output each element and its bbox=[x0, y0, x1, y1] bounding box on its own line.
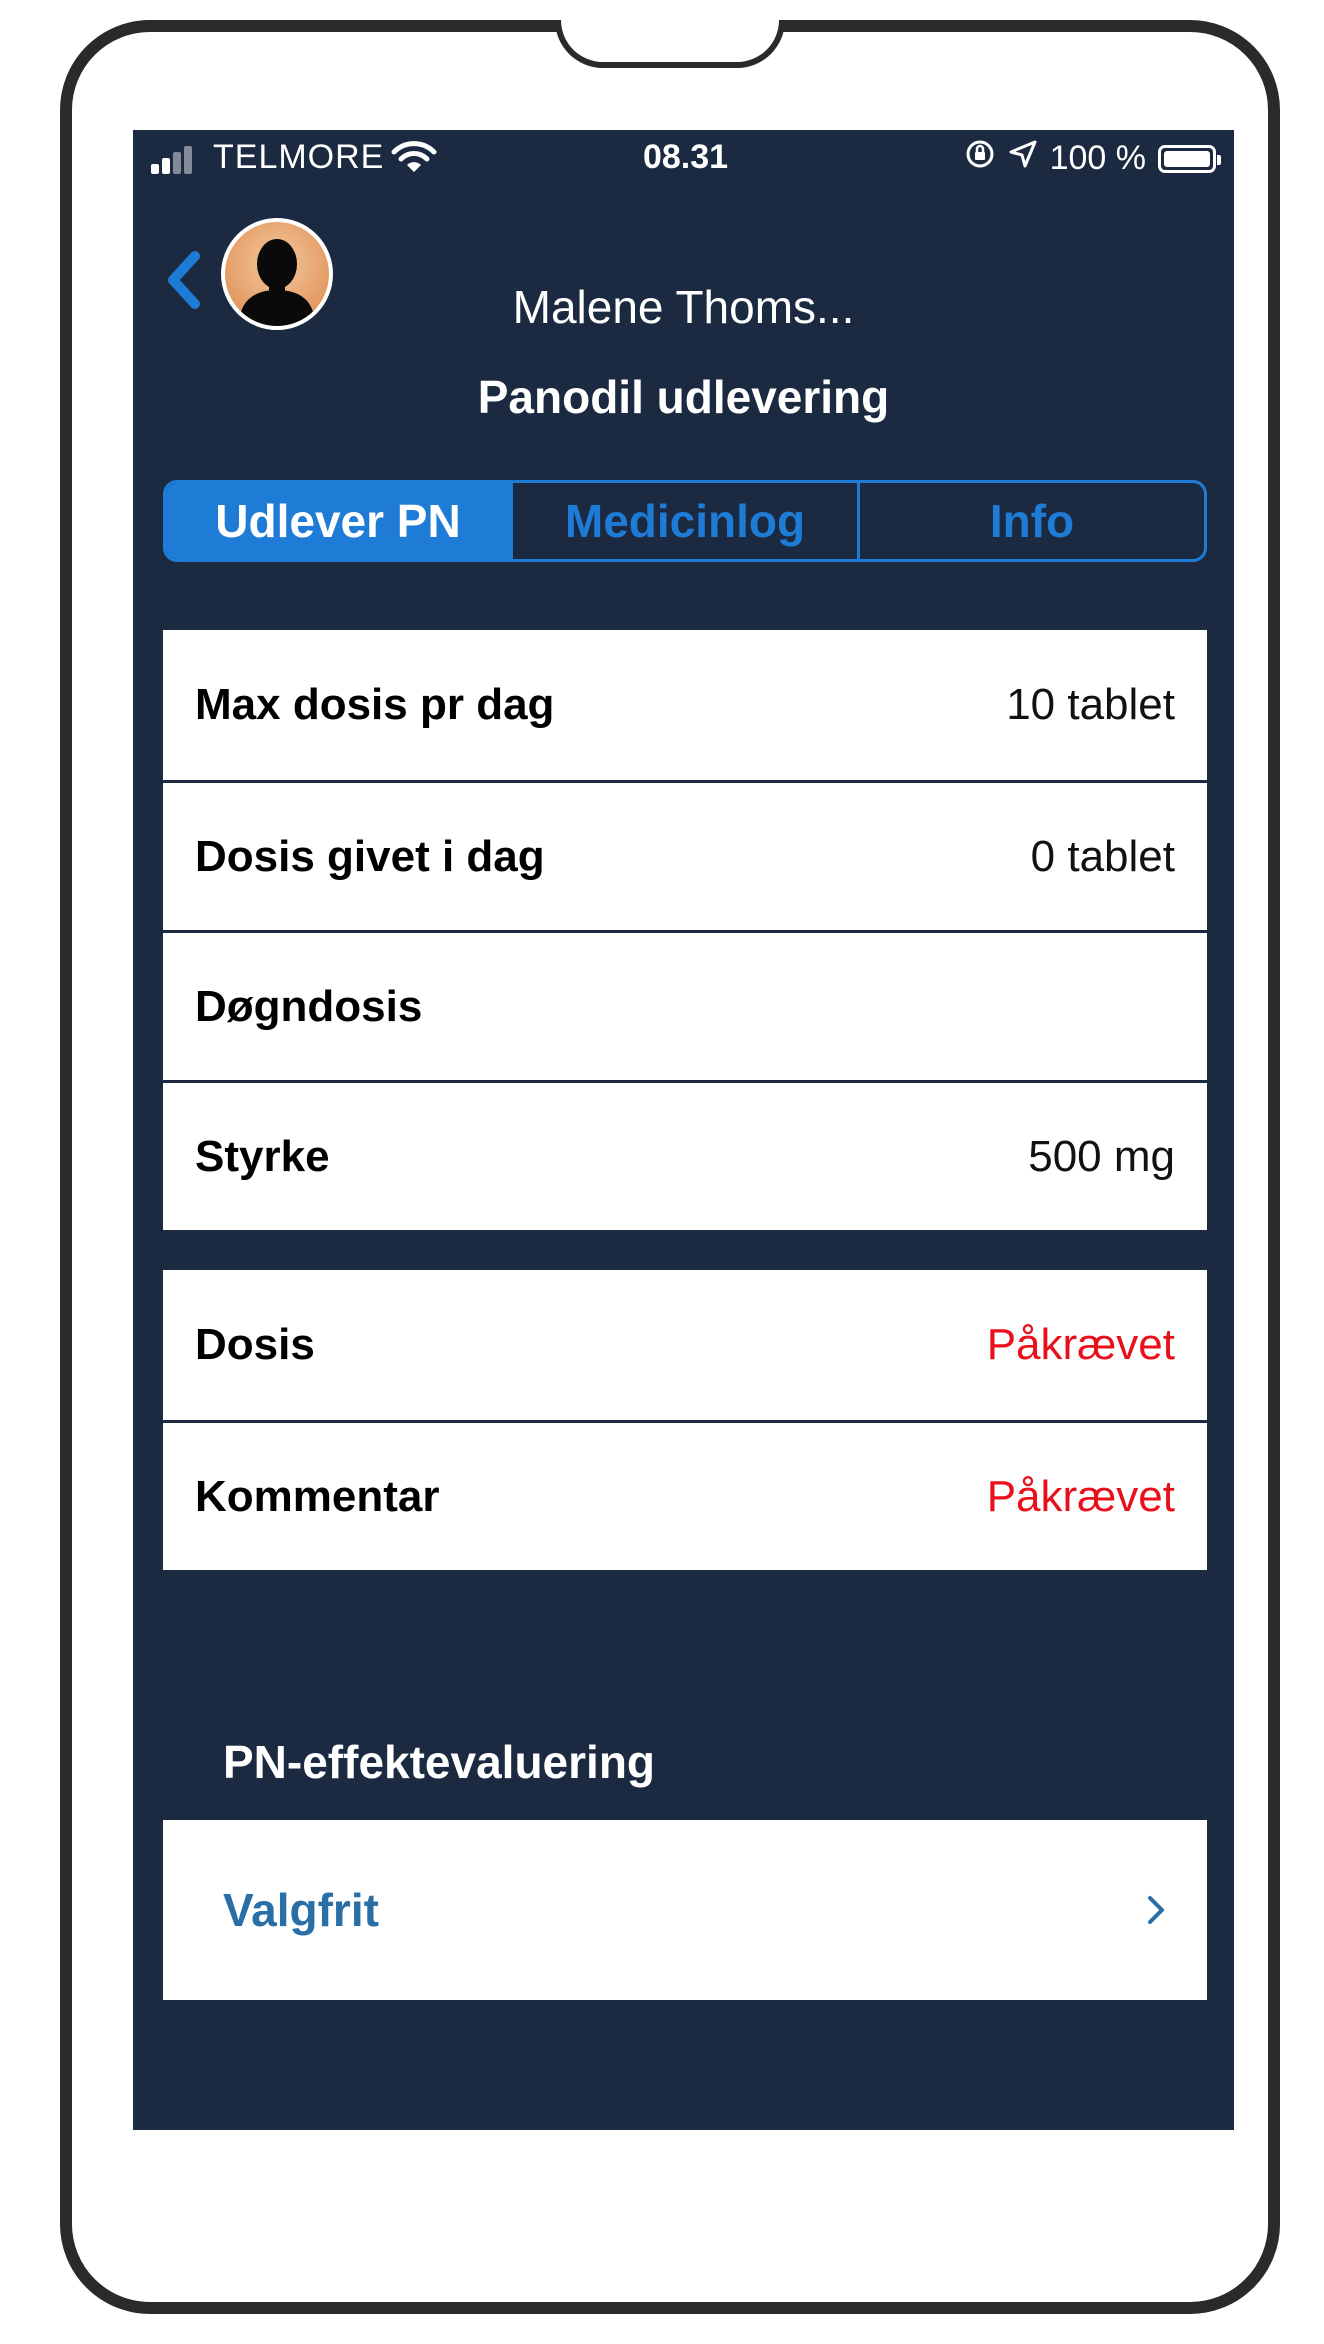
location-icon bbox=[1008, 139, 1038, 178]
required-indicator: Påkrævet bbox=[986, 1471, 1175, 1521]
cellular-signal-icon bbox=[151, 144, 201, 174]
required-indicator: Påkrævet bbox=[986, 1320, 1175, 1369]
row-value: 500 mg bbox=[1028, 1131, 1175, 1181]
tab-udlever-pn[interactable]: Udlever PN bbox=[166, 483, 510, 559]
dosis-row[interactable] bbox=[163, 1270, 1207, 1420]
kommentar-row[interactable] bbox=[163, 1420, 1207, 1570]
row-value: 10 tablet bbox=[1006, 680, 1175, 729]
info-group bbox=[163, 630, 1207, 1230]
row-label: Dosis givet i dag bbox=[195, 831, 545, 881]
rotation-lock-icon bbox=[964, 138, 996, 179]
tab-medicinlog[interactable]: Medicinlog bbox=[510, 483, 857, 559]
phone-notch bbox=[555, 20, 785, 68]
app-screen bbox=[133, 130, 1234, 2130]
segmented-control bbox=[163, 480, 1207, 562]
list-item bbox=[163, 1080, 1207, 1230]
list-item bbox=[163, 630, 1207, 780]
status-bar bbox=[133, 130, 1234, 190]
chevron-right-icon bbox=[1141, 1890, 1171, 1930]
patient-name: Malene Thoms... bbox=[512, 281, 855, 333]
page-title: Panodil udlevering bbox=[477, 371, 890, 423]
list-item bbox=[163, 780, 1207, 930]
row-label: Dosis bbox=[195, 1320, 315, 1369]
input-group bbox=[163, 1270, 1207, 1570]
row-label: Døgndosis bbox=[195, 981, 423, 1031]
list-item bbox=[163, 930, 1207, 1080]
row-label: Kommentar bbox=[195, 1471, 440, 1521]
section-header: PN-effektevaluering bbox=[223, 1736, 656, 1788]
row-value: 0 tablet bbox=[1030, 831, 1175, 881]
status-right bbox=[964, 138, 1216, 179]
evaluation-option-row[interactable] bbox=[163, 1820, 1207, 2000]
tab-info[interactable]: Info bbox=[857, 483, 1204, 559]
battery-icon bbox=[1158, 145, 1216, 173]
battery-percentage: 100 % bbox=[1049, 139, 1146, 177]
row-label: Max dosis pr dag bbox=[195, 680, 555, 729]
row-label: Styrke bbox=[195, 1131, 330, 1181]
option-label: Valgfrit bbox=[223, 1884, 379, 1936]
status-time: 08.31 bbox=[642, 138, 729, 176]
wifi-icon bbox=[391, 140, 437, 185]
carrier-name: TELMORE bbox=[213, 138, 385, 176]
